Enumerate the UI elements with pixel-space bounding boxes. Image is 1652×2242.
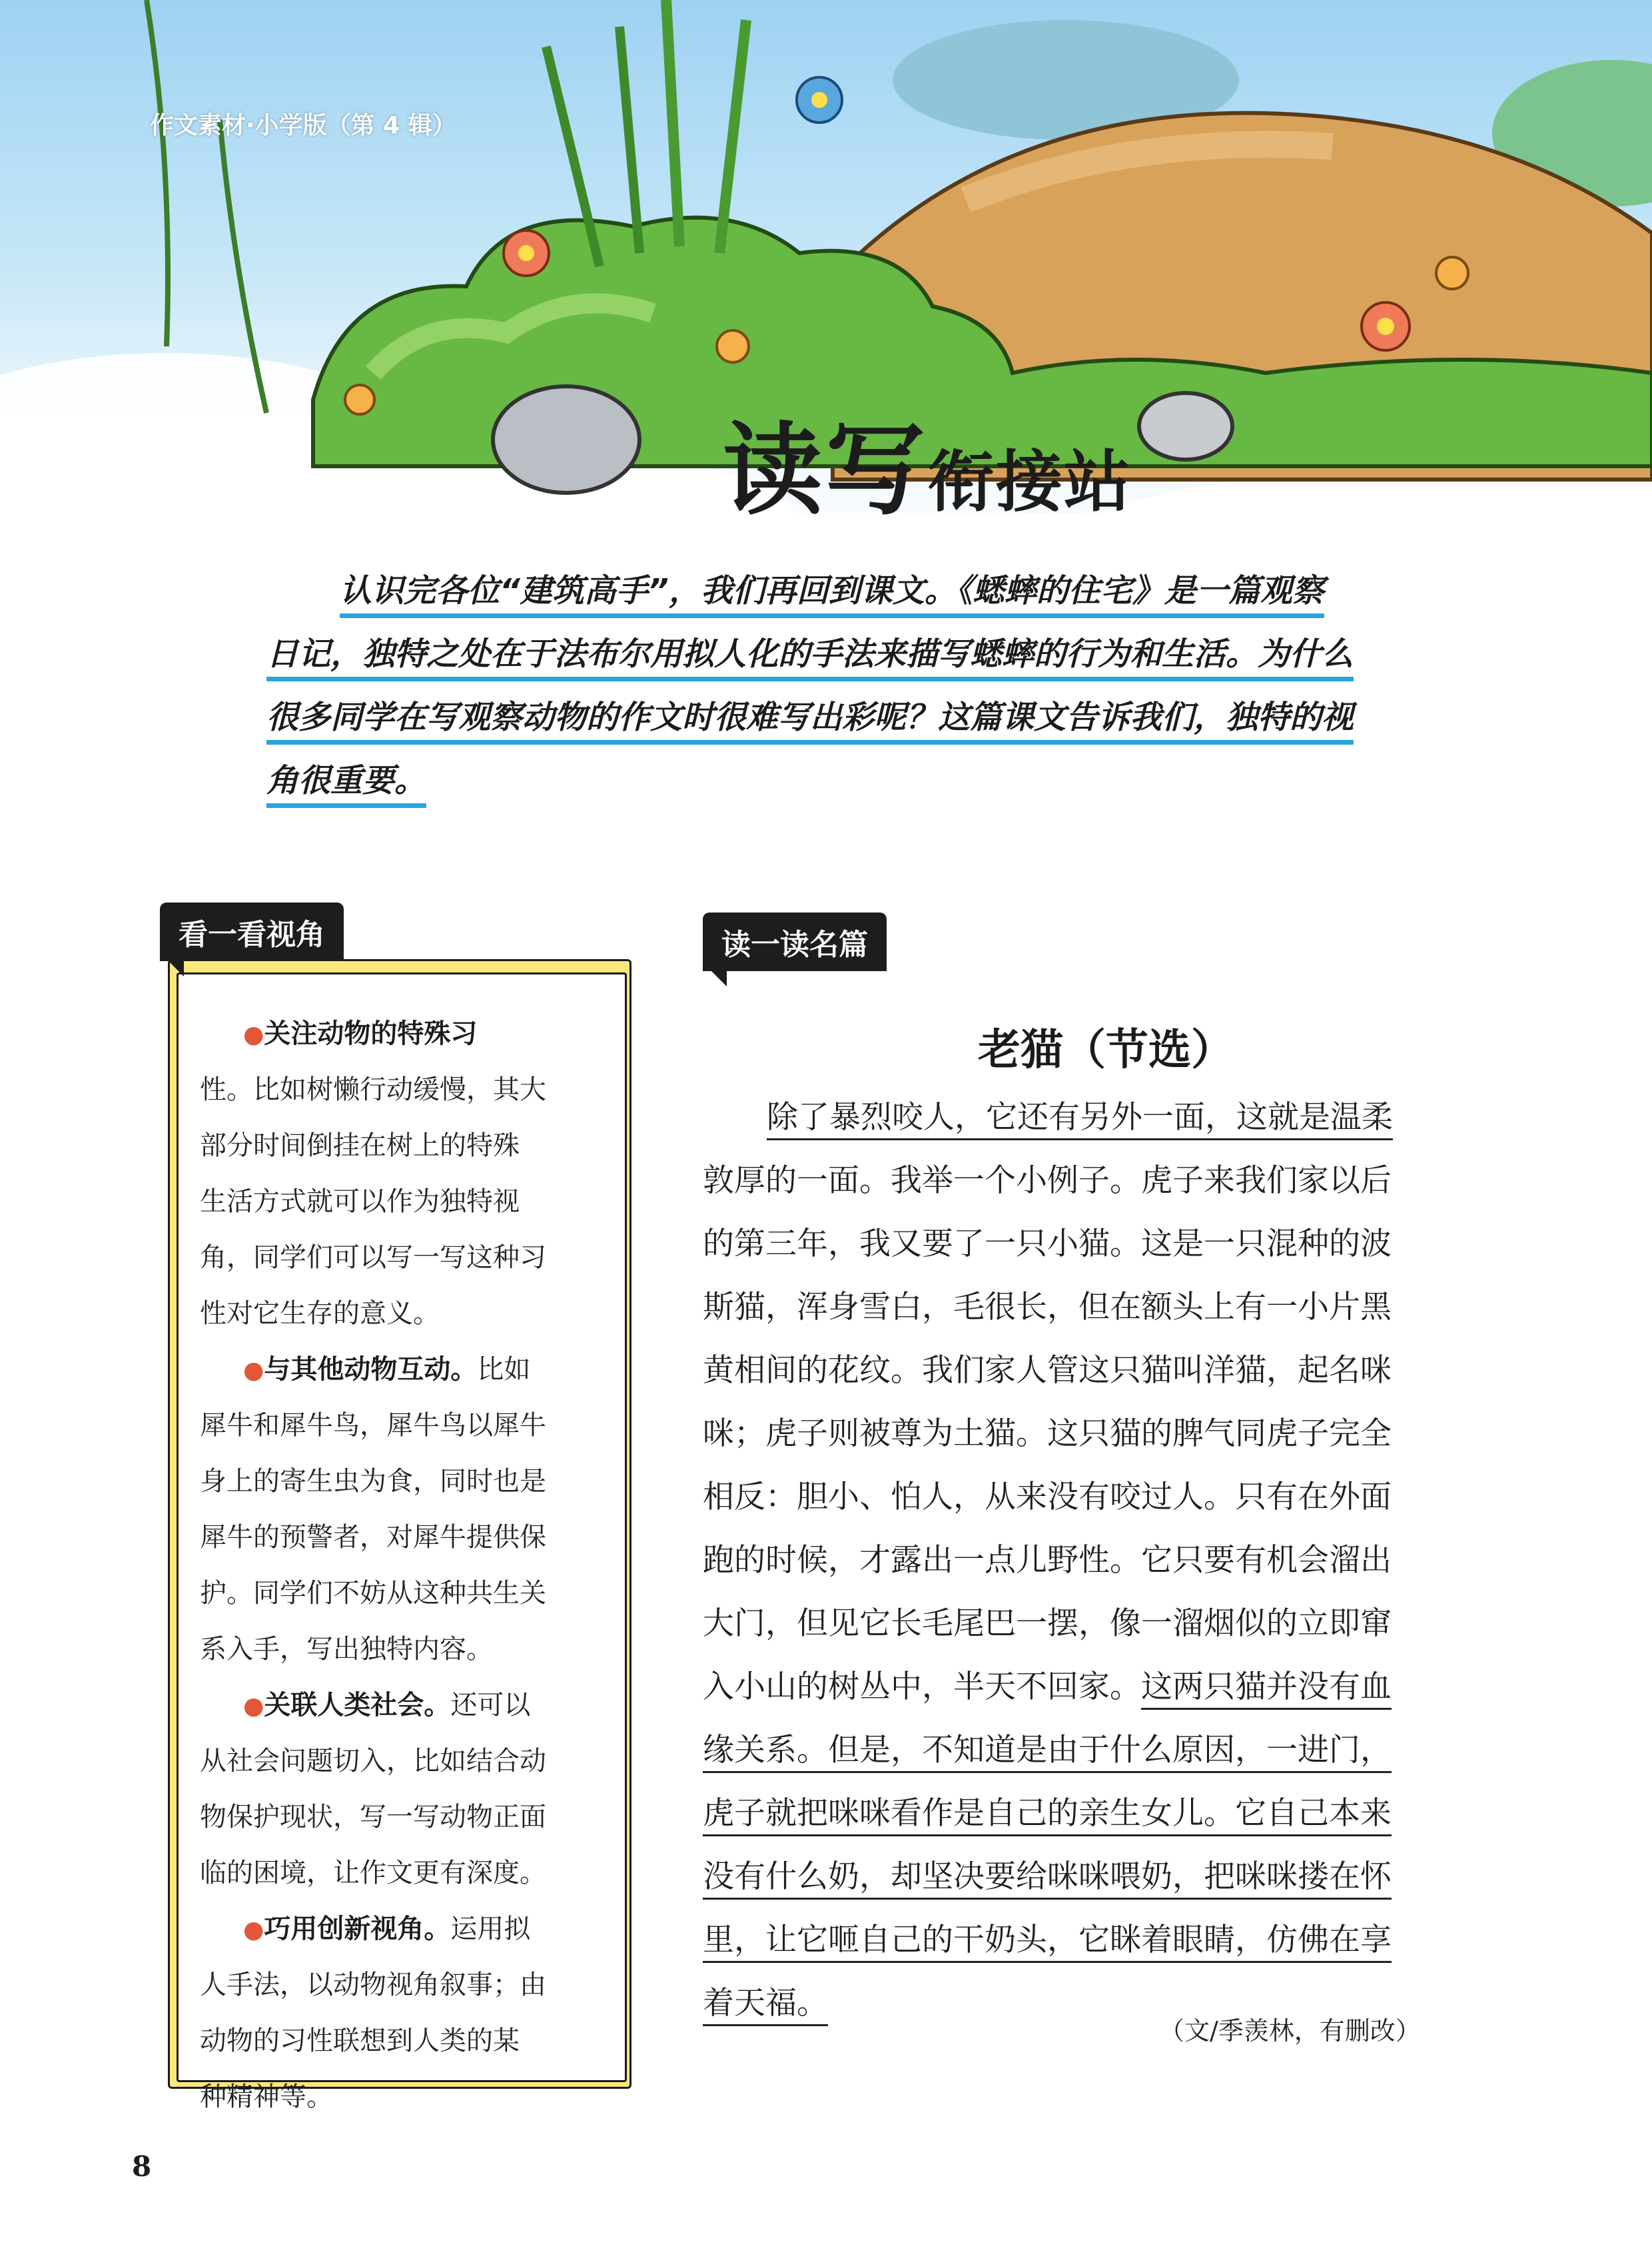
card-line: 动物的习性联想到人类的某	[200, 2026, 520, 2056]
article-line: 大门，但见它长毛尾巴一摆，像一溜烟似的立即窜	[703, 1605, 1392, 1642]
card-line: 部分时间倒挂在树上的特殊	[200, 1130, 520, 1161]
card-item-heading: ●关联人类社会。还可以	[243, 1690, 531, 1720]
card-line: 种精神等。	[200, 2081, 333, 2112]
article-title: 老猫（节选）	[978, 1025, 1234, 1075]
intro-line: 日记，独特之处在于法布尔用拟人化的手法来描写蟋蟀的行为和生活。为什么	[266, 635, 1354, 681]
article-line: 敦厚的一面。我举一个小例子。虎子来我们家以后	[703, 1162, 1392, 1199]
card-item-heading: ●巧用创新视角。运用拟	[243, 1914, 531, 1944]
card-line: 生活方式就可以作为独特视	[200, 1186, 520, 1217]
article-line: 的第三年，我又要了一只小猫。这是一只混种的波	[703, 1226, 1392, 1262]
bullet-icon: ●	[243, 1357, 264, 1384]
tag-tail	[703, 962, 727, 986]
article-line: 除了暴烈咬人，它还有另外一面，这就是温柔	[767, 1099, 1393, 1140]
card-line: 人手法，以动物视角叙事；由	[200, 1970, 546, 2000]
article-credit: （文/季羡林，有删改）	[1159, 2016, 1421, 2046]
bullet-icon: ●	[243, 1916, 264, 1944]
page-number: 8	[132, 2150, 152, 2183]
card-line: 护。同学们不妨从这种共生关	[200, 1578, 546, 1609]
article-body	[703, 1086, 1475, 2035]
intro-line: 角很重要。	[266, 762, 426, 808]
section-title-big: 读写	[723, 412, 929, 529]
bullet-icon: ●	[243, 1021, 264, 1048]
series-label: 作文素材·小学版（第 4 辑）	[150, 112, 456, 139]
article-line: 黄相间的花纹。我们家人管这只猫叫洋猫，起名咪	[703, 1352, 1392, 1389]
card-line: 犀牛和犀牛鸟，犀牛鸟以犀牛	[200, 1410, 546, 1441]
card-line: 性。比如树懒行动缓慢，其大	[200, 1074, 546, 1105]
article-line-underlined: 没有什么奶，却坚决要给咪咪喂奶，把咪咪搂在怀	[703, 1858, 1392, 1900]
article-line-underlined: 缘关系。但是，不知道是由于什么原因，一进门，	[703, 1732, 1392, 1773]
card-line: 物保护现状，写一写动物正面	[200, 1802, 546, 1832]
article-line-underlined: 着天福。	[703, 1985, 828, 2026]
bullet-icon: ●	[243, 1692, 264, 1720]
article-line: 咪；虎子则被尊为土猫。这只猫的脾气同虎子完全	[703, 1415, 1392, 1452]
article-line-underlined: 虎子就把咪咪看作是自己的亲生女儿。它自己本来	[703, 1795, 1392, 1836]
card-line: 临的困境，让作文更有深度。	[200, 1858, 546, 1888]
section-title-small: 衔接站	[928, 442, 1132, 521]
tag-perspective: 看一看视角	[160, 903, 344, 961]
card-line: 从社会问题切入，比如结合动	[200, 1746, 546, 1776]
article-line: 相反：胆小、怕人，从来没有咬过人。只有在外面	[703, 1479, 1392, 1515]
card-line: 身上的寄生虫为食，同时也是	[200, 1466, 546, 1497]
card-line: 角，同学们可以写一写这种习	[200, 1242, 546, 1273]
article-line-underlined: 里，让它咂自己的干奶头，它眯着眼睛，仿佛在享	[703, 1922, 1392, 1963]
section-title	[723, 390, 1136, 529]
intro-line: 很多同学在写观察动物的作文时很难写出彩呢？这篇课文告诉我们，独特的视	[266, 699, 1354, 745]
article-line: 跑的时候，才露出一点儿野性。它只要有机会溜出	[703, 1542, 1392, 1579]
card-item-heading: ●关注动物的特殊习	[243, 1018, 478, 1049]
intro-paragraph	[266, 560, 1465, 813]
card-line: 性对它生存的意义。	[200, 1298, 440, 1329]
article-line-underlined: 这两只猫并没有血	[1141, 1669, 1392, 1710]
card-line: 系入手，写出独特内容。	[200, 1634, 493, 1665]
intro-line: 认识完各位“建筑高手”，我们再回到课文。《蟋蟀的住宅》是一篇观察	[340, 572, 1324, 618]
card-line: 犀牛的预警者，对犀牛提供保	[200, 1522, 546, 1553]
perspective-card-body	[200, 1006, 593, 2125]
article-line: 斯猫，浑身雪白，毛很长，但在额头上有一小片黑	[703, 1289, 1392, 1325]
article-line: 入小山的树丛中，半天不回家。	[703, 1669, 1141, 1705]
card-item-heading: ●与其他动物互动。比如	[243, 1354, 531, 1385]
tag-classic-reading: 读一读名篇	[703, 913, 887, 971]
tag-tail	[160, 952, 184, 976]
